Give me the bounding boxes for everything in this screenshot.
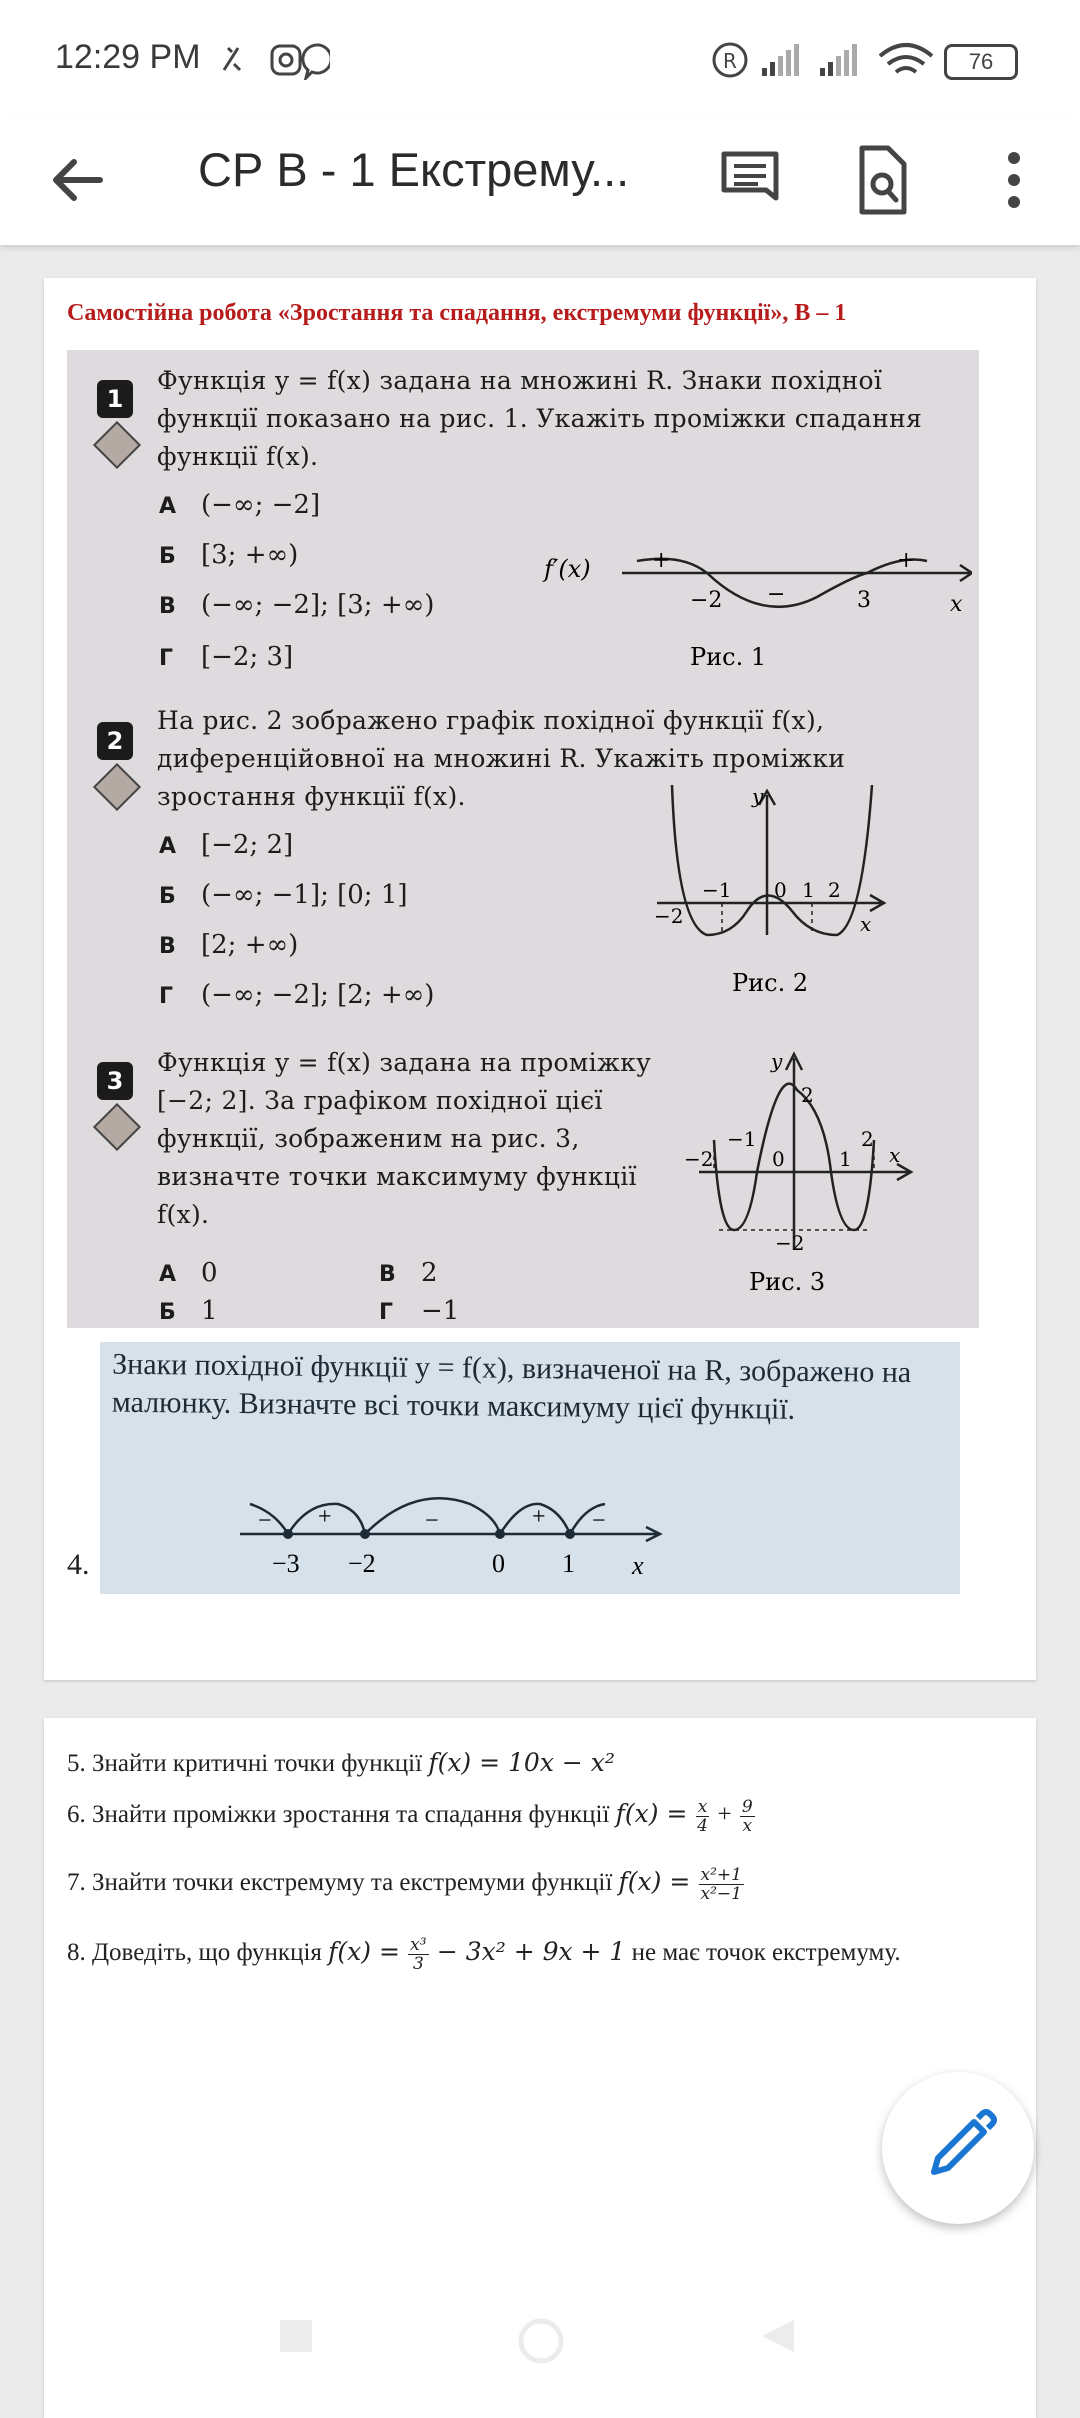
figure-2-caption: Рис. 2 bbox=[732, 969, 809, 997]
svg-text:−1: −1 bbox=[727, 1127, 757, 1151]
svg-text:−1: −1 bbox=[702, 878, 732, 902]
task-3 bbox=[157, 1044, 657, 1234]
figure-1-sign-chart bbox=[542, 545, 972, 675]
task-2-option-d: Г (−∞; −2]; [2; +∞) bbox=[159, 980, 435, 1010]
figure-1-func-label: f′(x) bbox=[544, 555, 591, 583]
svg-text:+: + bbox=[897, 548, 916, 573]
battery-indicator: 76 bbox=[944, 44, 1018, 80]
back-arrow-icon[interactable] bbox=[38, 140, 118, 220]
task-3-option-d: Г −1 bbox=[379, 1296, 460, 1326]
svg-text:−2: −2 bbox=[775, 1231, 805, 1255]
figure-3-derivative-graph bbox=[679, 1050, 949, 1300]
task-3-number: 3 bbox=[97, 1062, 133, 1100]
svg-text:2: 2 bbox=[828, 878, 841, 902]
svg-text:0: 0 bbox=[772, 1147, 785, 1171]
task-2-option-c: В [2; +∞) bbox=[159, 930, 299, 960]
document-page-1 bbox=[44, 278, 1036, 1680]
svg-text:0: 0 bbox=[492, 1549, 505, 1578]
svg-text:−2: −2 bbox=[348, 1549, 376, 1578]
svg-text:R: R bbox=[723, 49, 737, 73]
svg-text:2: 2 bbox=[861, 1127, 874, 1151]
svg-text:−: − bbox=[767, 582, 786, 607]
find-in-page-icon[interactable] bbox=[842, 140, 922, 220]
task-1-option-d: Г [−2; 3] bbox=[159, 642, 294, 672]
task-4-number: 4. bbox=[67, 1548, 90, 1581]
exercise-6: 6. Знайти проміжки зростання та спадання функції f(x) = $\frac{x}{4}$ + $\frac{9}{x}$ bbox=[67, 1797, 753, 1836]
svg-text:+: + bbox=[652, 548, 671, 573]
nav-recents-icon[interactable] bbox=[278, 2318, 314, 2354]
task-1-option-b: Б [3; +∞) bbox=[159, 540, 299, 570]
scanned-task-4-image bbox=[100, 1342, 960, 1594]
more-options-icon[interactable] bbox=[974, 140, 1054, 220]
svg-text:−2: −2 bbox=[690, 588, 723, 613]
task-2-option-b: Б (−∞; −1]; [0; 1] bbox=[159, 880, 408, 910]
scanned-tasks-image bbox=[67, 350, 979, 1328]
figure-3-caption: Рис. 3 bbox=[749, 1268, 826, 1296]
worksheet-heading: Самостійна робота «Зростання та спадання, екстремуми функції», В – 1 bbox=[67, 300, 847, 326]
task-4-sign-chart bbox=[240, 1492, 680, 1592]
svg-text:−3: −3 bbox=[272, 1549, 300, 1578]
figure-1-caption: Рис. 1 bbox=[690, 643, 767, 671]
svg-text:3: 3 bbox=[857, 588, 871, 613]
signal-icon-2 bbox=[820, 44, 857, 76]
svg-text:y: y bbox=[771, 1050, 783, 1073]
task-2-option-a: А [−2; 2] bbox=[159, 830, 294, 860]
svg-text:−: − bbox=[592, 1508, 606, 1534]
viber-icon bbox=[303, 45, 330, 78]
svg-text:−2: −2 bbox=[684, 1147, 714, 1171]
app-bar bbox=[0, 120, 1080, 245]
signal-icon-1 bbox=[762, 44, 799, 76]
task-3-option-a: А 0 bbox=[159, 1258, 218, 1288]
svg-text:x: x bbox=[889, 1143, 901, 1167]
svg-text:x: x bbox=[632, 1551, 644, 1580]
exercise-7: 7. Знайти точки екстремуму та екстремуми функції f(x) = $\frac{\text{x²+1}}{\text{x²−1}}$ bbox=[67, 1865, 742, 1904]
difficulty-diamond-icon bbox=[93, 1103, 141, 1151]
wifi-icon bbox=[880, 45, 932, 72]
task-3-option-c: В 2 bbox=[379, 1258, 438, 1288]
svg-text:2: 2 bbox=[801, 1083, 814, 1107]
svg-text:−: − bbox=[425, 1508, 439, 1534]
status-time: 12:29 PM bbox=[55, 38, 201, 76]
task-4-text: Знаки похідної функції y = f(x), визначеної на R, зображено на малюнку. Визначте всі точки максимуму цієї функції. bbox=[111, 1347, 912, 1426]
svg-text:y: y bbox=[752, 785, 764, 808]
document-page-2 bbox=[44, 1718, 1036, 2418]
exercise-8: 8. Доведіть, що функція f(x) = $\frac{\text{x³}}{3}$ − 3x² + 9x + 1 не має точок екстремуму. bbox=[67, 1935, 901, 1974]
task-3-text: Функція y = f(x) задана на проміжку [−2; 2]. За графіком похідної цієї функції, зображеним на рис. 3, визначте точки максимуму функції f(x). bbox=[157, 1048, 652, 1229]
svg-text:1: 1 bbox=[839, 1147, 852, 1171]
task-2-text: На рис. 2 зображено графік похідної функції f(x), диференційовної на множині R. Укажіть проміжки зростання функції f(x). bbox=[157, 706, 846, 811]
figure-2-derivative-graph bbox=[652, 785, 932, 1000]
task-1 bbox=[157, 362, 965, 476]
comment-icon[interactable] bbox=[710, 140, 790, 220]
mute-vibrate-icon bbox=[224, 48, 240, 70]
task-1-option-a: А (−∞; −2] bbox=[159, 490, 321, 520]
pencil-icon bbox=[882, 2072, 1034, 2224]
task-1-text: Функція y = f(x) задана на множині R. Знаки похідної функції показано на рис. 1. Укажіть проміжки спадання функції f(x). bbox=[157, 366, 923, 471]
task-1-option-c: В (−∞; −2]; [3; +∞) bbox=[159, 590, 435, 620]
task-3-option-b: Б 1 bbox=[159, 1296, 218, 1326]
svg-text:1: 1 bbox=[802, 878, 815, 902]
exercise-5: 5. Знайти критичні точки функції f(x) = 10x − x² bbox=[67, 1748, 615, 1777]
svg-text:0: 0 bbox=[774, 878, 787, 902]
instagram-icon bbox=[272, 46, 300, 74]
difficulty-diamond-icon bbox=[93, 763, 141, 811]
difficulty-diamond-icon bbox=[93, 421, 141, 469]
svg-text:1: 1 bbox=[562, 1549, 575, 1578]
svg-text:+: + bbox=[532, 1504, 546, 1530]
status-bar bbox=[0, 0, 1080, 120]
svg-text:−2: −2 bbox=[654, 904, 684, 928]
svg-text:−: − bbox=[258, 1508, 272, 1534]
nav-home-icon[interactable] bbox=[518, 2318, 564, 2364]
svg-text:+: + bbox=[318, 1504, 332, 1530]
edit-button[interactable] bbox=[882, 2072, 1034, 2224]
document-title: СР В - 1 Екстрему... bbox=[198, 143, 630, 196]
task-2-number: 2 bbox=[97, 722, 133, 760]
task-1-number: 1 bbox=[97, 380, 133, 418]
notification-icons bbox=[220, 40, 330, 80]
svg-text:x: x bbox=[860, 912, 872, 936]
svg-text:x: x bbox=[950, 592, 963, 617]
nav-back-icon[interactable] bbox=[760, 2318, 796, 2354]
